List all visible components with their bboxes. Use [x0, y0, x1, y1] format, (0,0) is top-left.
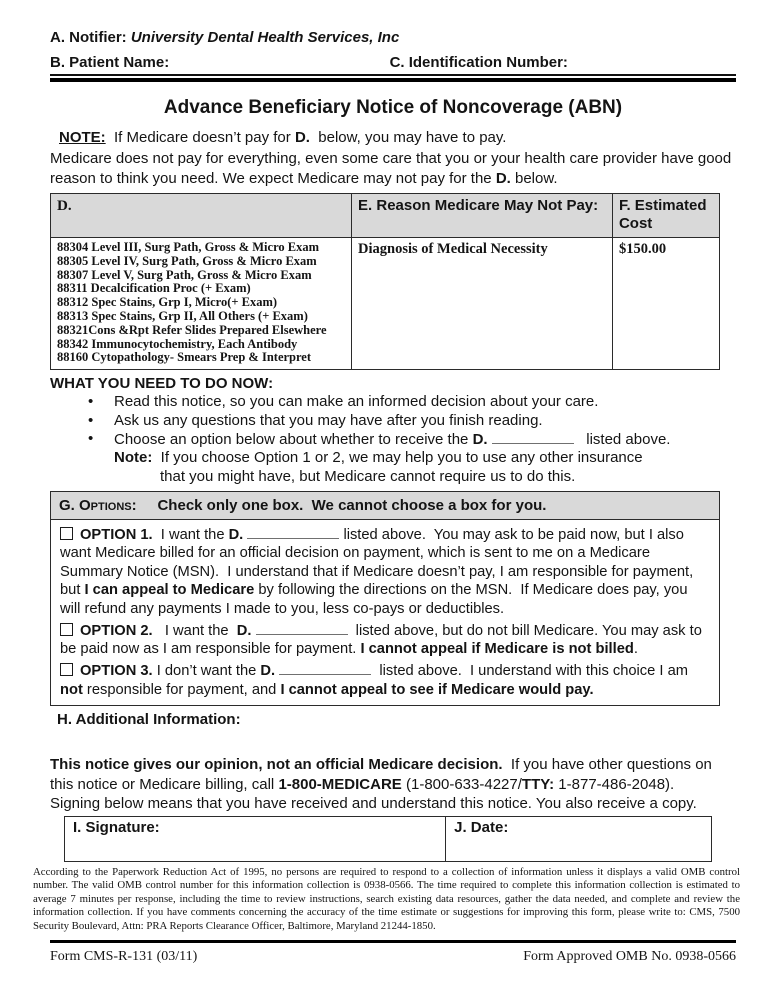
text-segment: I cannot appeal if Medicare is not billed: [360, 641, 634, 658]
option-3-row: [60, 662, 710, 699]
option-3-text: [60, 663, 692, 698]
signature-table: [64, 816, 712, 862]
text-segment: I don’t want the: [152, 663, 261, 680]
text-segment: I want the: [152, 622, 237, 639]
procedure-code-line: 88160 Cytopathology- Smears Prep & Interpret: [57, 350, 312, 365]
bullet-item-ask: [88, 412, 736, 431]
text-segment: OPTION 2.: [80, 622, 153, 639]
bullet-item-choose: [88, 430, 736, 449]
procedure-code-line: 88304 Level III, Surg Path, Gross & Micro Exam: [57, 240, 320, 254]
service-table-body-row: [51, 238, 720, 370]
omb-approval: Form Approved OMB No. 0938-0566: [523, 948, 736, 964]
blank-field[interactable]: [492, 430, 574, 444]
procedure-code-line: 88313 Spec Stains, Grp II, All Others (+ Exam): [57, 308, 308, 323]
text-segment: I want the: [152, 526, 229, 543]
text-segment: I can appeal to Medicare: [84, 582, 255, 599]
text-segment: Medicare does not pay for everything, even some care that you or your health care provider have good reason to think you need. We expect Medicare may not pay for the: [50, 150, 736, 187]
option-2-row: [60, 621, 710, 658]
text-segment: If you have other questions on this notice or Medicare billing, call: [50, 756, 717, 793]
procedure-code-line: 88311 Decalcification Proc (+ Exam): [57, 281, 251, 296]
signature-field[interactable]: I. Signature:: [65, 817, 446, 861]
text-segment: This notice gives our opinion, not an official Medicare decision.: [50, 756, 503, 774]
patient-id-row: [50, 53, 736, 76]
footer-divider-rule: [50, 940, 736, 943]
options-header: [50, 491, 720, 520]
additional-info-blank-area[interactable]: [50, 729, 736, 755]
date-field[interactable]: J. Date:: [454, 818, 509, 836]
options-body: [50, 520, 720, 706]
header-divider-rule: [50, 78, 736, 82]
option-note-line1: [114, 449, 736, 468]
text-segment: D.: [228, 526, 244, 543]
text-segment: TTY:: [521, 775, 555, 793]
text-segment: OPTION 1.: [80, 526, 153, 543]
options-box: [50, 491, 720, 706]
column-e-header: E. Reason Medicare May Not Pay:: [352, 194, 613, 238]
bullet-text: Ask us any questions that you may have after you finish reading.: [114, 411, 543, 429]
service-table: [50, 193, 720, 370]
bullet-item-read: [88, 393, 736, 412]
text-segment: .: [633, 641, 638, 658]
text-segment: D.: [495, 169, 511, 187]
text-segment: D.: [294, 129, 310, 146]
text-segment: University Dental Health Services, Inc: [130, 29, 400, 46]
bullet-text: Read this notice, so you can make an informed decision about your care.: [114, 393, 599, 411]
procedure-code-line: 88312 Spec Stains, Grp I, Micro(+ Exam): [57, 295, 278, 310]
text-segment: Note:: [114, 449, 153, 467]
bullet-icon: •: [88, 393, 94, 411]
note-paragraph: [50, 128, 736, 148]
paperwork-reduction-act-text: According to the Paperwork Reduction Act of 1995, no persons are required to respond to a collection of information unless it displays a valid OMB control number. The valid OMB control number for this information collection is 0938-0566. The time required to complete this information collection is estimated to average 7 minutes per response, including the time to review instructions, search existing data resources, gather the data needed, and complete and review the information collection. If you have comments concerning the accuracy of the time estimate or suggestions for improving this form, please write to: CMS, 7500 Security Boulevard, Attn: PRA Reports Clearance Officer, Baltimore, Maryland 21244-1850.: [33, 865, 740, 932]
text-segment: G.: [59, 497, 80, 515]
additional-info-label: H. Additional Information:: [57, 711, 241, 729]
text-segment: D.: [260, 663, 276, 680]
blank-field[interactable]: [279, 662, 371, 675]
option-1-text: [60, 527, 697, 617]
text-segment: (1-800-633-4227/: [401, 775, 522, 793]
form-number: Form CMS-R-131 (03/11): [50, 948, 198, 964]
text-segment: listed above, but do not bill Medicare. You may ask to be paid now as I am responsible for payment.: [60, 622, 706, 658]
option-3-checkbox[interactable]: [60, 663, 73, 676]
text-segment: NOTE:: [59, 129, 106, 146]
text-segment: 1-800-MEDICARE: [278, 775, 402, 793]
text-segment: below.: [510, 169, 558, 187]
procedure-code-line: 88321Cons &Rpt Refer Slides Prepared Elsewhere: [57, 322, 327, 337]
text-segment: by following the directions on the MSN. If Medicare does pay, you will refund any payments I made to you, less co-pays or deductibles.: [60, 582, 692, 617]
option-2-checkbox[interactable]: [60, 623, 73, 636]
procedure-code-line: 88305 Level IV, Surg Path, Gross & Micro Exam: [57, 253, 317, 268]
bullet-icon: •: [88, 411, 94, 429]
text-segment: A. Notifier:: [50, 29, 131, 46]
bullet-text: [114, 430, 670, 449]
text-segment: Check only one box. We cannot choose a box for you.: [136, 497, 547, 515]
text-segment: OPTION 3.: [80, 663, 153, 680]
page-title: Advance Beneficiary Notice of Noncoverage (ABN): [163, 97, 623, 118]
text-segment: D.: [472, 430, 488, 448]
text-segment: D.: [236, 622, 252, 639]
text-segment: below, you may have to pay.: [309, 129, 507, 146]
procedure-code-line: 88307 Level V, Surg Path, Gross & Micro Exam: [57, 267, 312, 282]
procedure-codes-cell: [51, 238, 352, 370]
footer-row: [50, 948, 736, 966]
service-table-header-row: [51, 194, 720, 238]
identification-number-field[interactable]: C. Identification Number:: [389, 54, 568, 71]
text-segment: listed above.: [573, 430, 671, 448]
notifier-line: [50, 28, 736, 47]
text-segment: Choose an option below about whether to receive the: [114, 430, 473, 448]
option-2-text: [60, 623, 706, 658]
option-1-row: [60, 525, 710, 618]
patient-name-field[interactable]: B. Patient Name:: [50, 54, 170, 71]
text-segment: not: [60, 681, 83, 698]
blank-field[interactable]: [256, 621, 348, 634]
procedure-code-line: 88342 Immunocytochemistry, Each Antibody: [57, 336, 298, 351]
text-segment: listed above. You may ask to be paid now, but I also want Medicare billed for an official decision on payment, which is sent to me on a Medicare Summary Notice (MSN). I understand that if Medicare doesn’t pay, I am responsible for payment, but: [60, 526, 698, 599]
text-segment: 1-877-486-2048).: [554, 775, 675, 793]
text-segment: Options:: [79, 497, 137, 515]
column-f-header: F. Estimated Cost: [612, 194, 719, 238]
reason-cell: Diagnosis of Medical Necessity: [352, 238, 613, 370]
text-segment: If Medicare doesn’t pay for: [105, 129, 295, 146]
option-note-line2: that you might have, but Medicare cannot require us to do this.: [160, 467, 576, 485]
what-to-do-heading: WHAT YOU NEED TO DO NOW:: [50, 375, 274, 393]
column-d-header: D.: [51, 194, 352, 238]
blank-field[interactable]: [247, 525, 339, 538]
bullet-icon: •: [88, 430, 94, 448]
estimated-cost-cell: $150.00: [612, 238, 719, 370]
opinion-notice-paragraph: [50, 755, 736, 794]
signing-line: Signing below means that you have received and understand this notice. You also receive a copy.: [50, 795, 697, 813]
intro-paragraph: [50, 149, 736, 188]
text-segment: listed above. I understand with this choice I am: [371, 663, 693, 680]
option-1-checkbox[interactable]: [60, 527, 73, 540]
text-segment: responsible for payment, and: [82, 681, 281, 698]
text-segment: If you choose Option 1 or 2, we may help you to use any other insurance: [152, 449, 643, 467]
text-segment: I cannot appeal to see if Medicare would pay.: [280, 681, 594, 698]
